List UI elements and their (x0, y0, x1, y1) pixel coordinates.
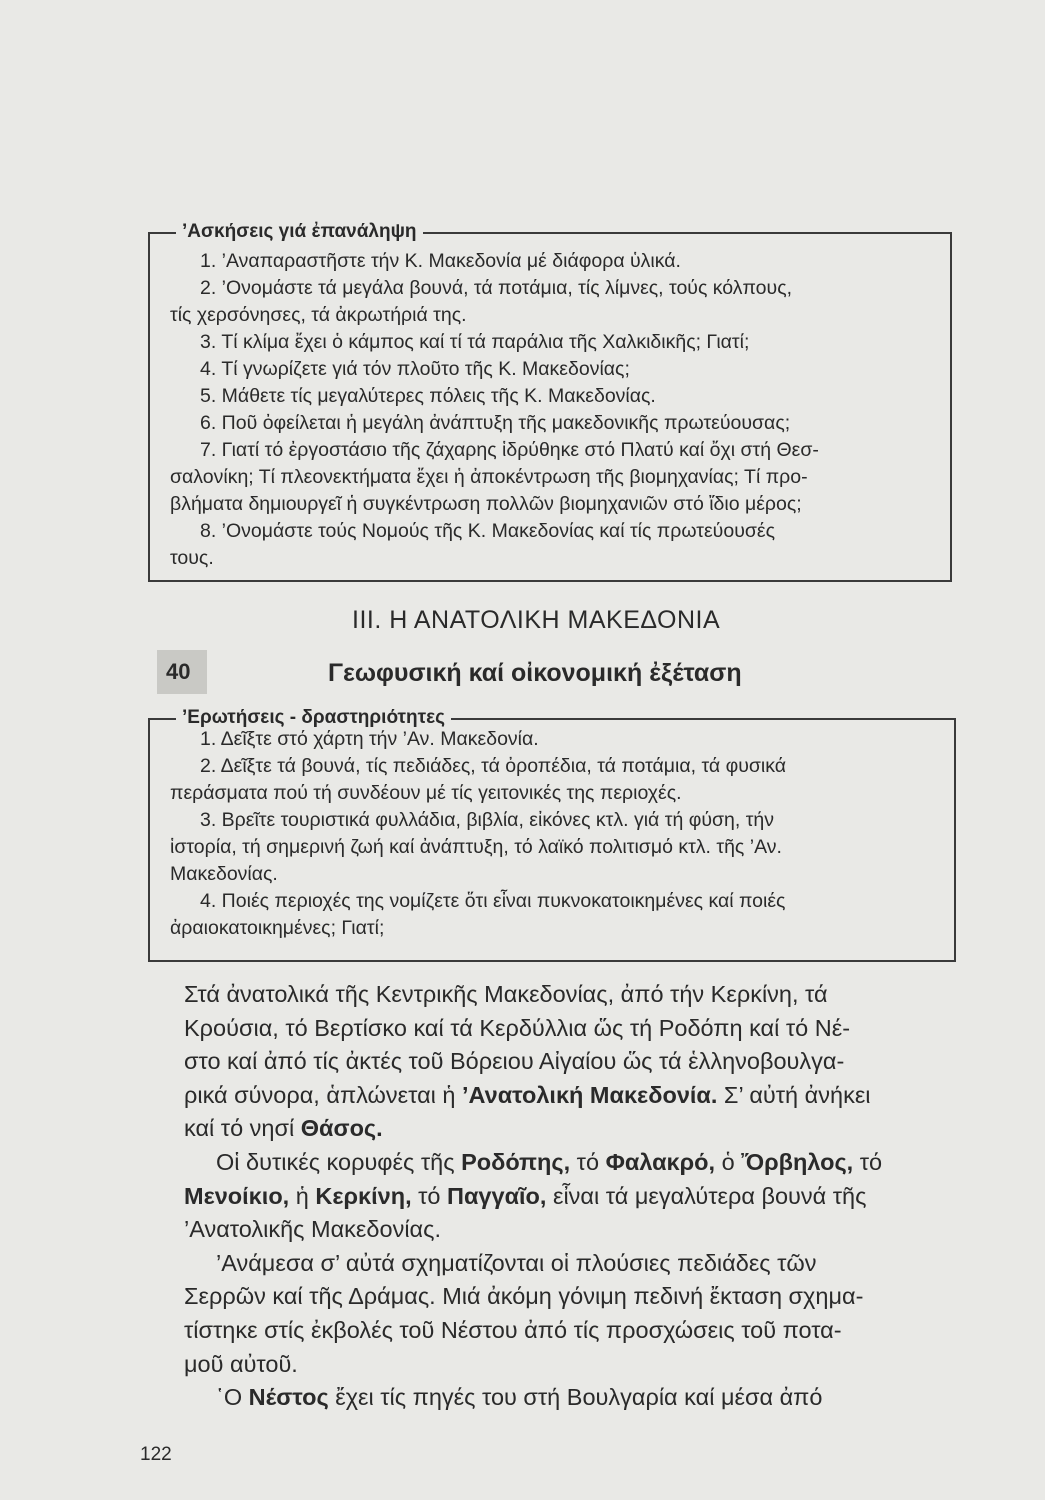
questions-box (148, 707, 956, 962)
question-line: περάσματα πού τή συνδέουν μέ τίς γειτονικές της περιοχές. (170, 782, 682, 804)
question-line: 1. Δεῖξτε στό χάρτη τήν ’Αν. Μακεδονία. (200, 728, 539, 750)
question-line: Μακεδονίας. (170, 863, 278, 885)
exercise-line: 1. ’Αναπαραστῆστε τήν Κ. Μακεδονία μέ διάφορα ὑλικά. (200, 250, 681, 272)
body-line: ’Ανατολικῆς Μακεδονίας. (184, 1216, 441, 1243)
body-line: Σερρῶν καί τῆς Δράμας. Μιά ἀκόμη γόνιμη πεδινή ἔκταση σχημα- (184, 1283, 864, 1310)
term-menoikio: Μενοίκιο, (184, 1182, 290, 1209)
question-line: 4. Ποιές περιοχές της νομίζετε ὅτι εἶναι πυκνοκατοικημένες καί ποιές (200, 890, 786, 912)
exercise-line: 3. Τί κλίμα ἔχει ὁ κάμπος καί τί τά παράλια τῆς Χαλκιδικῆς; Γιατί; (200, 331, 750, 353)
body-line: ρικά σύνορα, ἁπλώνεται ἡ ’Ανατολική Μακεδονία. Σ’ αὐτή ἀνήκει (184, 1081, 871, 1108)
exercise-line: 8. ’Ονομάστε τούς Νομούς τῆς Κ. Μακεδονίας καί τίς πρωτεύουσές (200, 520, 775, 542)
question-line: 2. Δεῖξτε τά βουνά, τίς πεδιάδες, τά ὀροπέδια, τά ποτάμια, τά φυσικά (200, 755, 787, 777)
exercise-line: 2. ’Ονομάστε τά μεγάλα βουνά, τά ποτάμια, τίς λίμνες, τούς κόλπους, (200, 277, 793, 299)
exercise-line: τους. (170, 547, 214, 569)
questions-box-title: ’Ερωτήσεις - δραστηριότητες (176, 707, 451, 729)
term-falakro: Φαλακρό, (605, 1148, 716, 1175)
exercises-list (170, 248, 950, 572)
exercise-line: 7. Γιατί τό ἐργοστάσιο τῆς ζάχαρης ἱδρύθηκε στό Πλατύ καί ὄχι στή Θεσ- (200, 439, 819, 461)
body-line: ῾Ο Νέστος ἔχει τίς πηγές του στή Βουλγαρία καί μέσα ἀπό (216, 1384, 823, 1411)
exercise-line: 6. Ποῦ ὀφείλεται ἡ μεγάλη ἀνάπτυξη τῆς μακεδονικῆς πρωτεύουσας; (200, 412, 791, 434)
term-thasos: Θάσος. (300, 1115, 383, 1142)
exercises-box-title: ’Ασκήσεις γιά ἐπανάληψη (176, 221, 423, 243)
lesson-number: 40 (166, 659, 191, 684)
lesson-subheading: Γεωφυσική καί οἰκονομική ἐξέταση (328, 659, 742, 687)
body-line: μοῦ αὐτοῦ. (184, 1350, 298, 1377)
exercise-line: τίς χερσόνησες, τά ἀκρωτήριά της. (170, 304, 467, 326)
exercises-box (148, 221, 952, 582)
question-line: ἀραιοκατοικημένες; Γιατί; (170, 917, 385, 939)
body-line: Στά ἀνατολικά τῆς Κεντρικῆς Μακεδονίας, ἀπό τήν Κερκίνη, τά (184, 981, 828, 1007)
term-paggaio: Παγγαῖο, (447, 1182, 547, 1209)
page-number: 122 (140, 1444, 172, 1465)
section-heading: III. Η ΑΝΑΤΟΛΙΚΗ ΜΑΚΕΔΟΝΙΑ (352, 606, 721, 634)
exercise-line: βλήματα δημιουργεῖ ἡ συγκέντρωση πολλῶν βιομηχανιῶν στό ἴδιο μέρος; (170, 493, 802, 515)
term-nestos: Νέστος (248, 1384, 329, 1411)
term-kerkini: Κερκίνη, (315, 1182, 412, 1209)
term-rodopi: Ροδόπης, (461, 1148, 571, 1175)
term-orvilos: Ὄρβηλος, (741, 1148, 854, 1175)
question-line: ἱστορία, τή σημερινή ζωή καί ἀνάπτυξη, τό λαϊκό πολιτισμό κτλ. τῆς ’Αν. (170, 836, 782, 858)
body-line: Οἱ δυτικές κορυφές τῆς Ροδόπης, τό Φαλακρό, ὁ Ὄρβηλος, τό (216, 1148, 883, 1175)
body-line: καί τό νησί Θάσος. (184, 1115, 383, 1142)
exercise-line: 5. Μάθετε τίς μεγαλύτερες πόλεις τῆς Κ. Μακεδονίας. (200, 385, 656, 407)
body-line: Μενοίκιο, ἡ Κερκίνη, τό Παγγαῖο, εἶναι τά μεγαλύτερα βουνά τῆς (184, 1182, 867, 1209)
exercise-line: 4. Τί γνωρίζετε γιά τόν πλοῦτο τῆς Κ. Μακεδονίας; (200, 358, 630, 380)
body-line: ’Ανάμεσα σ’ αὐτά σχηματίζονται οἱ πλούσιες πεδιάδες τῶν (216, 1249, 817, 1276)
question-line: 3. Βρεῖτε τουριστικά φυλλάδια, βιβλία, εἰκόνες κτλ. γιά τή φύση, τήν (200, 809, 775, 831)
exercise-line: σαλονίκη; Τί πλεονεκτήματα ἔχει ἡ ἀποκέντρωση τῆς βιομηχανίας; Τί προ- (170, 466, 808, 488)
body-line: τίστηκε στίς ἐκβολές τοῦ Νέστου ἀπό τίς προσχώσεις τοῦ ποτα- (184, 1316, 842, 1343)
term-east-macedonia: ’Ανατολική Μακεδονία. (462, 1081, 718, 1108)
main-body-text (184, 978, 974, 1415)
body-line: στο καί ἀπό τίς ἀκτές τοῦ Βόρειου Αἰγαίου ὥς τά ἑλληνοβουλγα- (184, 1048, 845, 1075)
questions-list (170, 726, 950, 942)
body-line: Κρούσια, τό Βερτίσκο καί τά Κερδύλλια ὥς τή Ροδόπη καί τό Νέ- (184, 1014, 851, 1041)
